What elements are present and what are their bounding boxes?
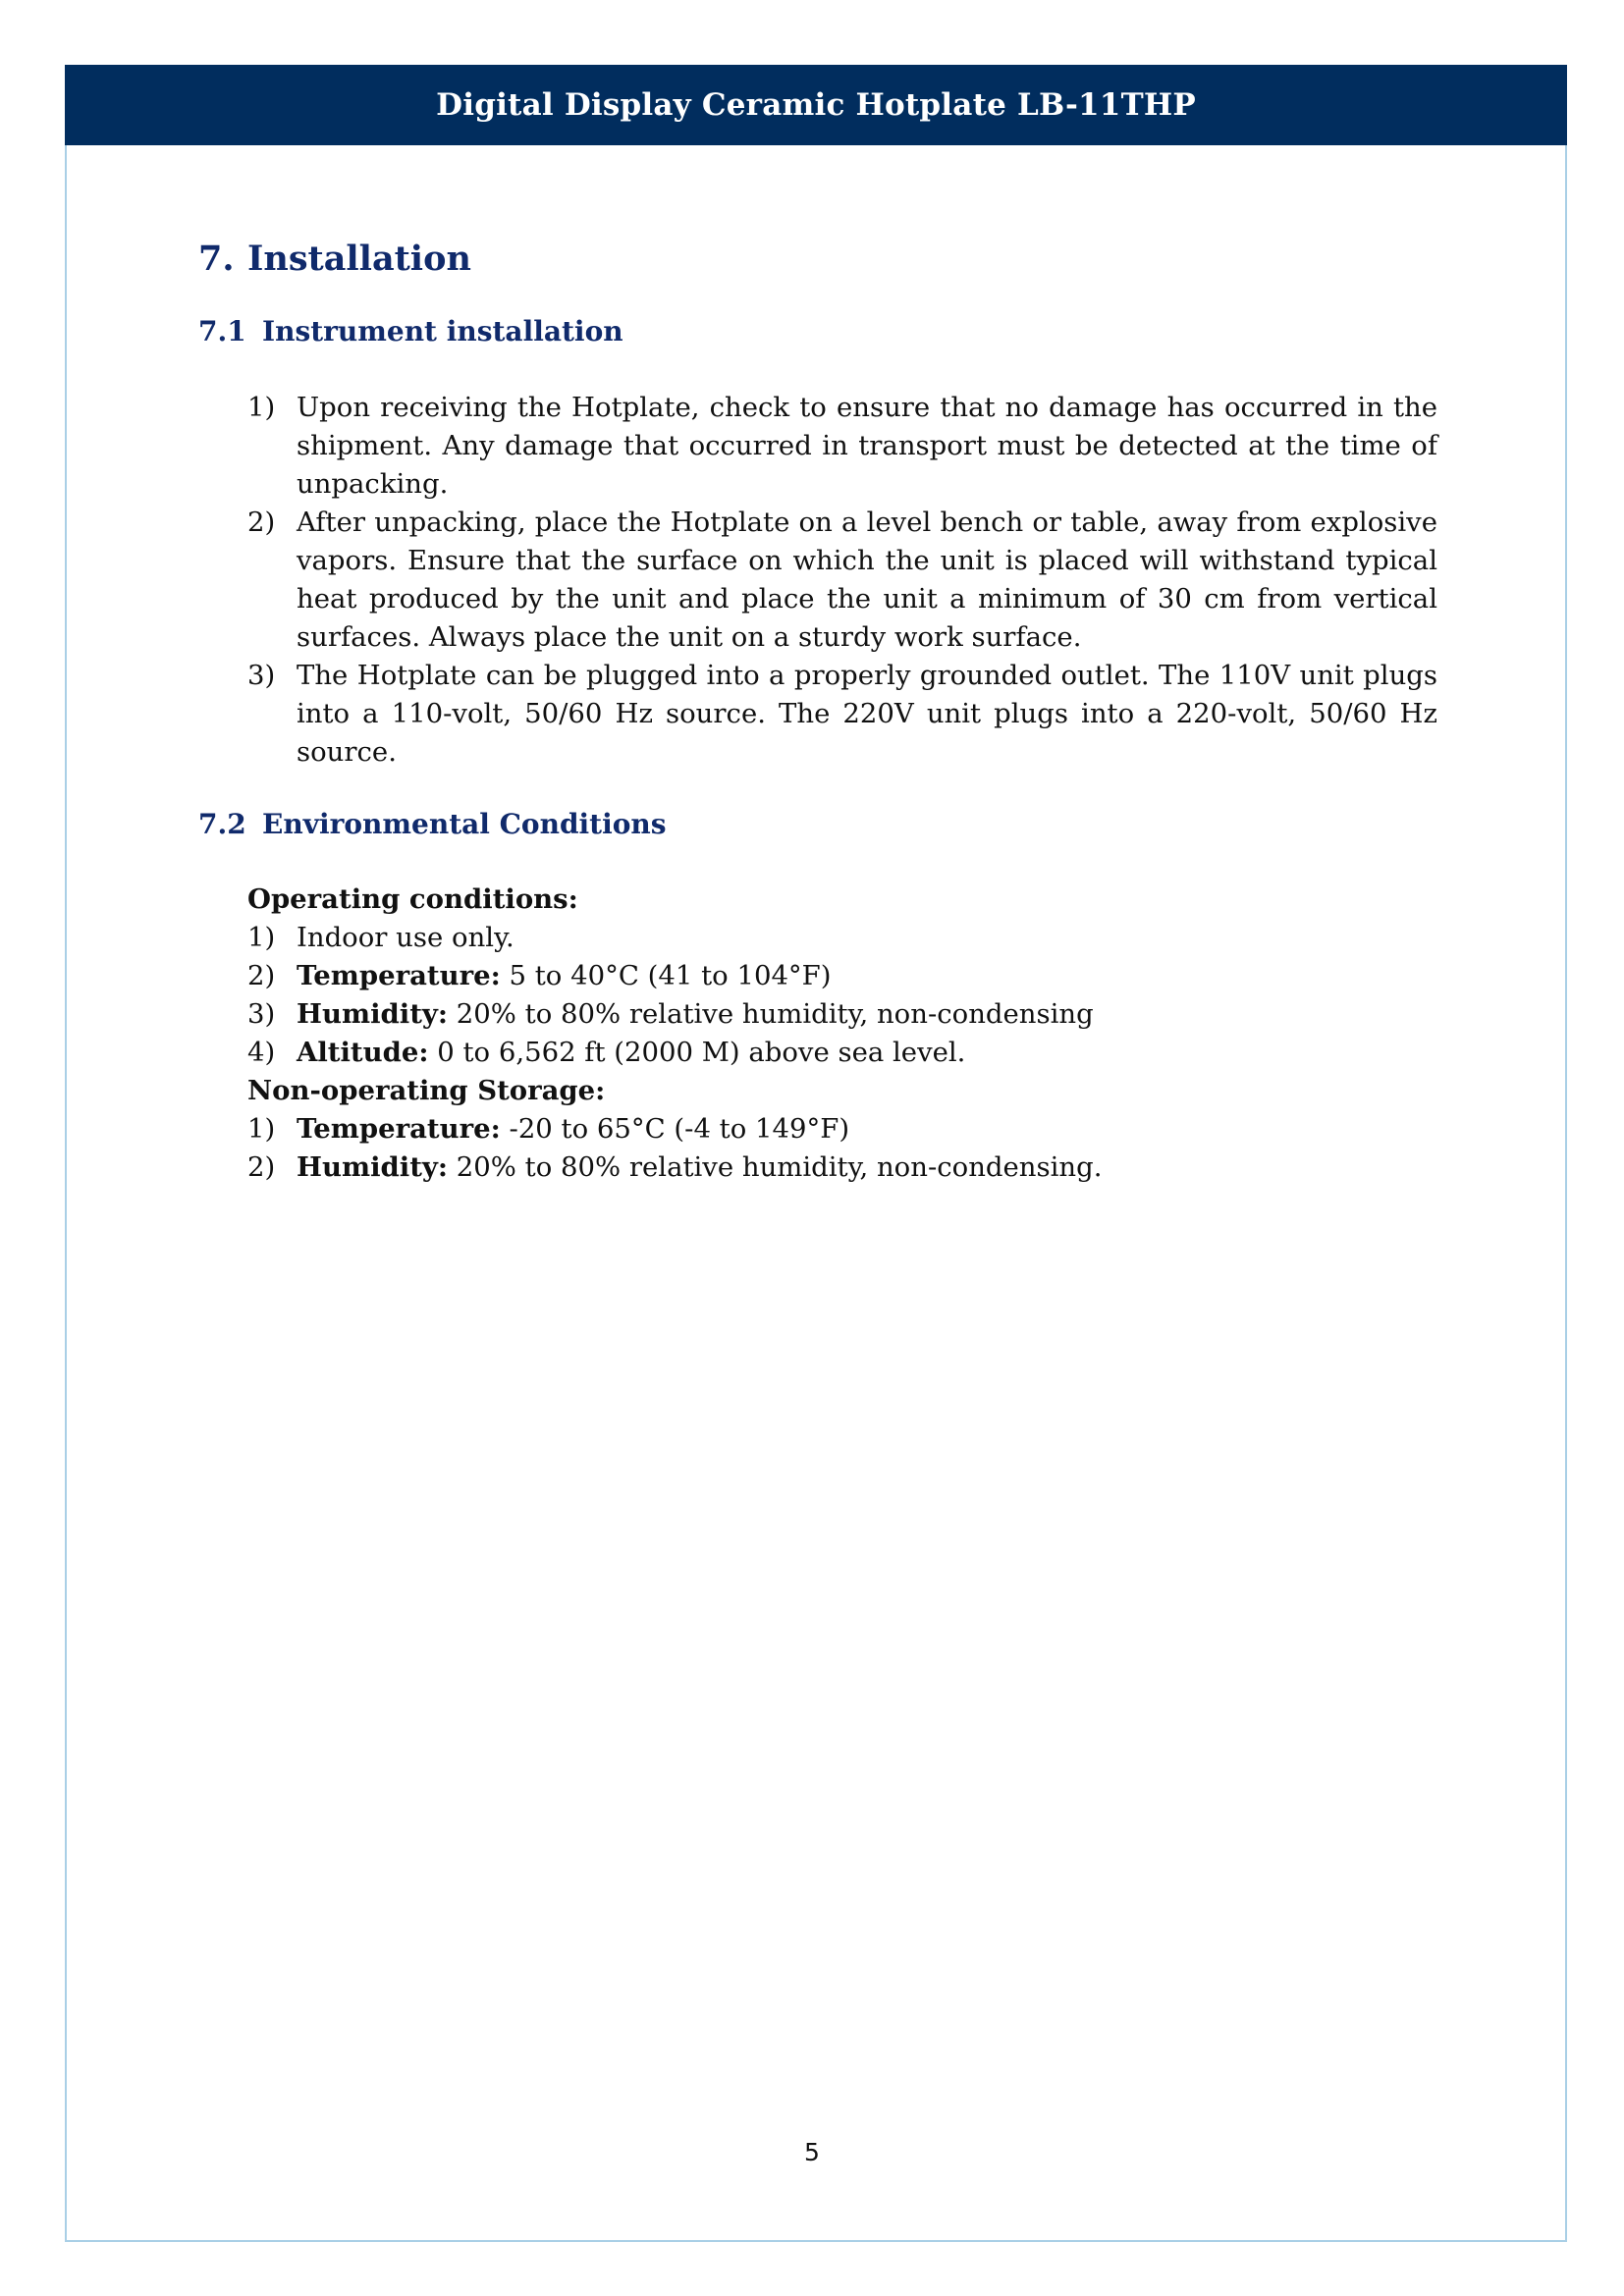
storage-conditions-heading: Non-operating Storage: — [247, 1075, 606, 1106]
list-marker: 1) — [247, 392, 276, 423]
list-item — [247, 657, 1437, 772]
list-item-label: Humidity: — [297, 1151, 449, 1183]
subsection-number: 7.1 — [198, 315, 246, 347]
list-item-label: Temperature: — [297, 1113, 501, 1145]
environmental-conditions-block — [198, 881, 1437, 1187]
operating-conditions-list — [198, 919, 1437, 1072]
storage-conditions-list — [198, 1110, 1437, 1187]
list-item — [247, 1034, 1437, 1072]
list-item-label: Humidity: — [297, 998, 449, 1030]
list-item-label: Altitude: — [297, 1037, 429, 1068]
list-marker: 2) — [247, 507, 276, 538]
list-marker: 2) — [247, 1151, 276, 1183]
section-title: Installation — [247, 239, 471, 279]
subsection-title: Environmental Conditions — [262, 808, 667, 840]
subsection-heading-environmental-conditions — [198, 805, 1437, 844]
page-number: 5 — [804, 2138, 820, 2166]
list-item-text: The Hotplate can be plugged into a properly grounded outlet. The 110V unit plugs into a 110-volt, 50/60 Hz source. The 220V unit plugs into a 220-volt, 50/60 Hz source. — [297, 660, 1437, 768]
list-item-text: 0 to 6,562 ft (2000 M) above sea level. — [428, 1037, 966, 1068]
list-marker: 1) — [247, 1113, 276, 1145]
list-item — [247, 957, 1437, 995]
installation-steps-list — [198, 389, 1437, 772]
section-number: 7. — [198, 239, 235, 279]
list-item — [247, 1148, 1437, 1187]
subsection-number: 7.2 — [198, 808, 246, 840]
list-item-text: Upon receiving the Hotplate, check to ensure that no damage has occurred in the shipment. Any damage that occurred in transport must be detected at the time of unpacking. — [297, 392, 1437, 500]
list-item — [247, 1110, 1437, 1148]
list-marker: 4) — [247, 1037, 276, 1068]
list-item-text: Indoor use only. — [297, 922, 514, 953]
list-item-label: Temperature: — [297, 960, 501, 991]
list-item-text: 5 to 40°C (41 to 104°F) — [500, 960, 832, 991]
list-item — [247, 919, 1437, 957]
list-item — [247, 389, 1437, 504]
list-item — [247, 995, 1437, 1034]
list-item-text: After unpacking, place the Hotplate on a level bench or table, away from explosive vapors. Ensure that the surface on which the unit is placed will withstand typical heat produced by the unit and place the unit a minimum of 30 cm from vertical surfaces. Always place the unit on a sturdy work surface. — [297, 507, 1437, 653]
document-title: Digital Display Ceramic Hotplate LB-11THP — [436, 87, 1196, 123]
list-item-text: 20% to 80% relative humidity, non-condensing. — [448, 1151, 1103, 1183]
list-item-text: 20% to 80% relative humidity, non-condensing — [448, 998, 1094, 1030]
document-header — [65, 65, 1567, 145]
list-item — [247, 504, 1437, 657]
list-marker: 2) — [247, 960, 276, 991]
section-heading-installation — [198, 228, 1437, 291]
page-content — [198, 228, 1437, 1187]
operating-conditions-heading: Operating conditions: — [247, 883, 578, 915]
subsection-heading-instrument-installation — [198, 312, 1437, 351]
list-marker: 1) — [247, 922, 276, 953]
list-marker: 3) — [247, 998, 276, 1030]
list-marker: 3) — [247, 660, 276, 691]
subsection-title: Instrument installation — [262, 315, 623, 347]
list-item-text: -20 to 65°C (-4 to 149°F) — [500, 1113, 850, 1145]
